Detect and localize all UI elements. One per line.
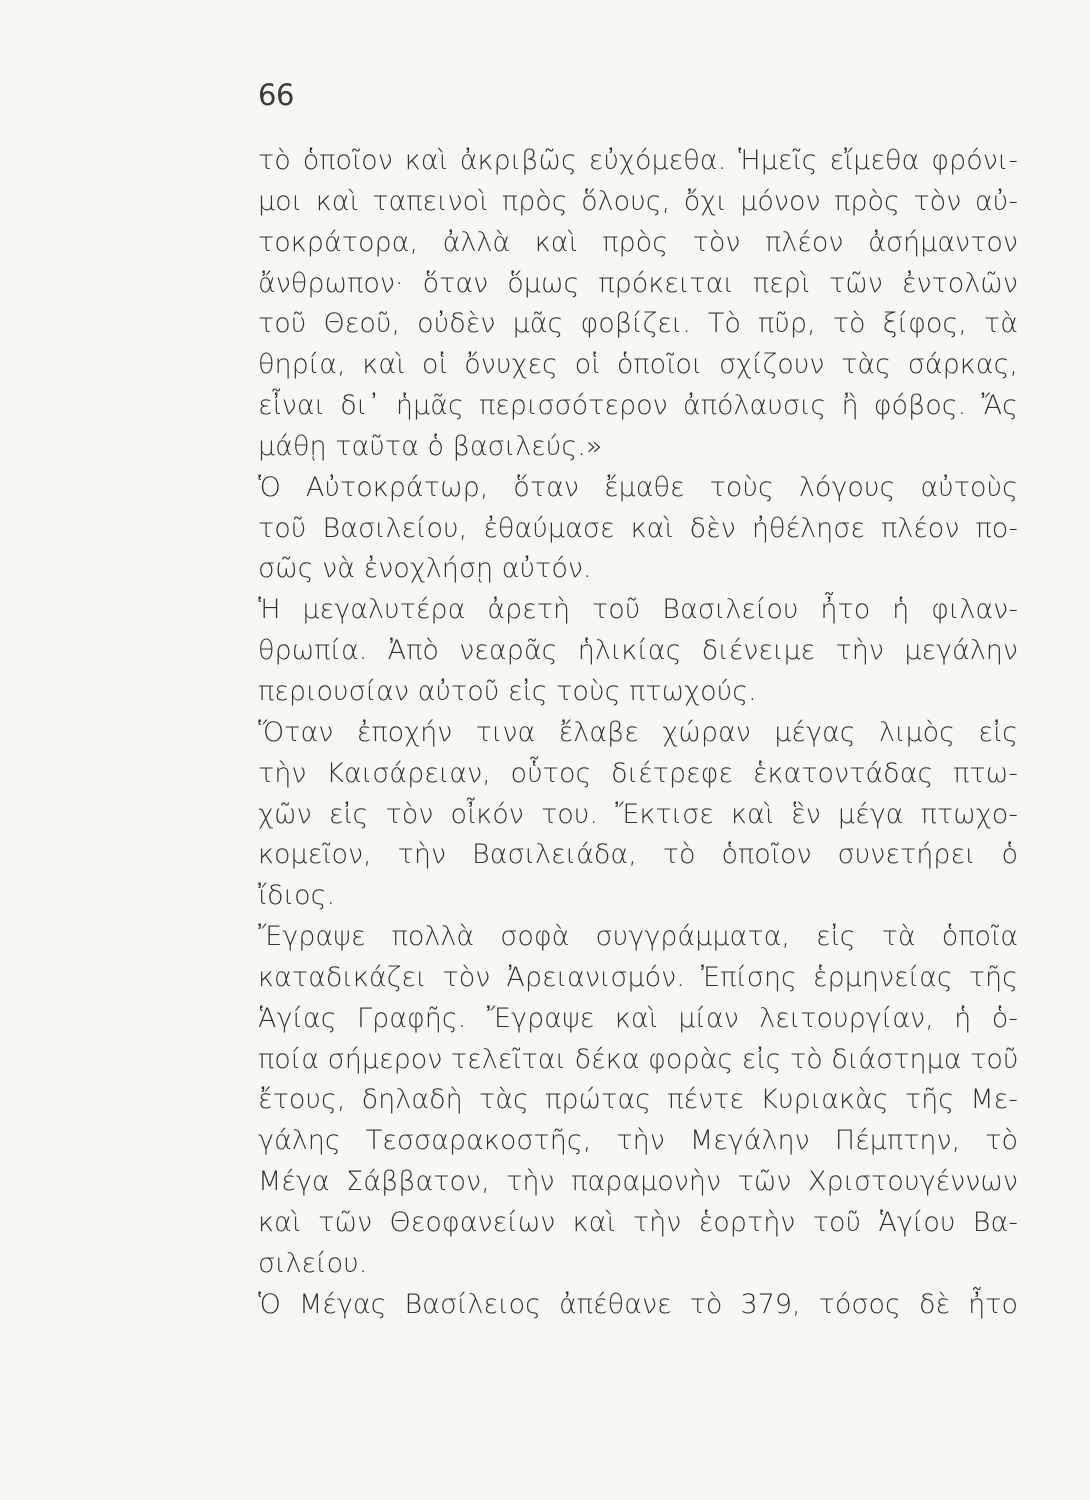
text-line: σῶς νὰ ἐνοχλήσῃ αὐτόν. <box>258 553 592 585</box>
text-line: ἄνθρωπον· ὅταν ὅμως πρόκειται περὶ τῶν ἐντολῶν <box>258 267 1018 299</box>
text-line: Ἁγίας Γραφῆς. Ἔγραψε καὶ μίαν λειτουργίαν, ἡ ὁ- <box>258 1002 1018 1034</box>
text-line: τοῦ Βασιλείου, ἐθαύμασε καὶ δὲν ἠθέλησε πλέον πο- <box>258 512 1018 544</box>
text-line: κομεῖον, τὴν Βασιλειάδα, τὸ ὁποῖον συνετήρει ὁ <box>258 839 1018 871</box>
text-line: τοκράτορα, ἀλλὰ καὶ πρὸς τὸν πλέον ἀσήμαντον <box>258 226 1018 258</box>
body-text <box>258 141 1018 1325</box>
text-line: Ὁ Αὐτοκράτωρ, ὅταν ἔμαθε τοὺς λόγους αὐτοὺς <box>258 471 1018 503</box>
text-line: Ὅταν ἐποχήν τινα ἔλαβε χώραν μέγας λιμὸς εἰς <box>258 716 1018 748</box>
text-line: Μέγα Σάββατον, τὴν παραμονὴν τῶν Χριστουγέννων <box>258 1166 1018 1198</box>
text-line: τοῦ Θεοῦ, οὐδὲν μᾶς φοβίζει. Τὸ πῦρ, τὸ ξίφος, τὰ <box>258 308 1018 340</box>
text-line: γάλης Τεσσαρακοστῆς, τὴν Μεγάλην Πέμπτην, τὸ <box>258 1125 1018 1157</box>
text-line: τὴν Καισάρειαν, οὗτος διέτρεφε ἑκατοντάδας πτω- <box>258 757 1018 789</box>
text-line: θρωπία. Ἀπὸ νεαρᾶς ἡλικίας διένειμε τὴν μεγάλην <box>258 635 1018 667</box>
text-line: καὶ τῶν Θεοφανείων καὶ τὴν ἑορτὴν τοῦ Ἁγίου Βα- <box>258 1206 1018 1238</box>
text-line: χῶν εἰς τὸν οἶκόν του. Ἔκτισε καὶ ἓν μέγα πτωχο- <box>258 798 1018 830</box>
text-line: εἶναι δι᾽ ἡμᾶς περισσότερον ἀπόλαυσις ἢ φόβος. Ἄς <box>258 390 1018 422</box>
text-line: περιουσίαν αὐτοῦ εἰς τοὺς πτωχούς. <box>258 675 757 707</box>
text-line: θηρία, καὶ οἱ ὄνυχες οἱ ὁποῖοι σχίζουν τὰς σάρκας, <box>258 349 1018 381</box>
text-line: τὸ ὁποῖον καὶ ἀκριβῶς εὐχόμεθα. Ἡμεῖς εἴμεθα φρόνι- <box>258 145 1018 176</box>
text-line: Ἔγραψε πολλὰ σοφὰ συγγράμματα, εἰς τὰ ὁποῖα <box>258 921 1018 953</box>
text-line: μοι καὶ ταπεινοὶ πρὸς ὅλους, ὄχι μόνον πρὸς τὸν αὐ- <box>258 185 1018 217</box>
page-number: 66 <box>258 78 294 112</box>
text-line: καταδικάζει τὸν Ἀρειανισμόν. Ἐπίσης ἑρμηνείας τῆς <box>258 961 1018 993</box>
text-line: μάθῃ ταῦτα ὁ βασιλεύς.» <box>258 430 603 462</box>
text-line: ἴδιος. <box>258 880 336 912</box>
text-line: ἔτους, δηλαδὴ τὰς πρώτας πέντε Κυριακὰς τῆς Με- <box>258 1084 1018 1116</box>
text-line: σιλείου. <box>258 1247 368 1279</box>
text-line: Ἡ μεγαλυτέρα ἀρετὴ τοῦ Βασιλείου ἦτο ἡ φιλαν- <box>258 594 1018 626</box>
text-line: Ὁ Μέγας Βασίλειος ἀπέθανε τὸ 379, τόσος δὲ ἦτο <box>258 1288 1018 1320</box>
text-line: ποία σήμερον τελεῖται δέκα φορὰς εἰς τὸ διάστημα τοῦ <box>258 1043 1019 1075</box>
